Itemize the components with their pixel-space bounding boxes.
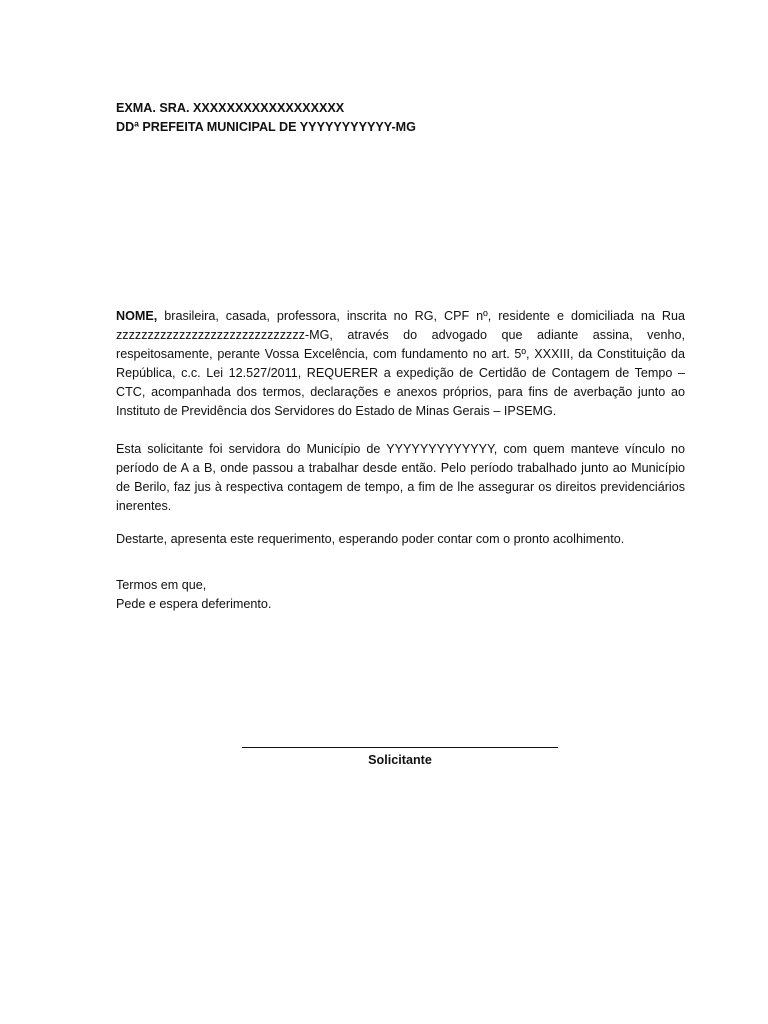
employment-paragraph: Esta solicitante foi servidora do Município de YYYYYYYYYYYYY, com quem manteve vínculo no período de A a B, onde passou a trabalhar desde então. Pelo período trabalhado junto ao Município de Berilo, faz jus à respectiva contagem de tempo, a fim de lhe assegurar os direitos previdenciários inerentes. bbox=[116, 442, 685, 513]
closing-line-request: Pede e espera deferimento. bbox=[116, 597, 272, 611]
closing-block bbox=[116, 576, 685, 614]
closing-line-terms: Termos em que, bbox=[116, 578, 207, 592]
addressee-header bbox=[116, 99, 685, 137]
signature-line bbox=[242, 731, 558, 748]
conclusion-paragraph: Destarte, apresenta este requerimento, esperando poder contar com o pronto acolhimento. bbox=[116, 532, 625, 546]
request-paragraph bbox=[116, 307, 685, 421]
document-page bbox=[116, 99, 685, 614]
addressee-title-line: DDª PREFEITA MUNICIPAL DE YYYYYYYYYYY-MG bbox=[116, 120, 416, 134]
addressee-line: EXMA. SRA. XXXXXXXXXXXXXXXXXX bbox=[116, 101, 345, 115]
signature-block bbox=[242, 731, 558, 770]
applicant-name: NOME, bbox=[116, 309, 158, 323]
signature-label: Solicitante bbox=[368, 753, 432, 767]
request-paragraph-text: brasileira, casada, professora, inscrita no RG, CPF nº, residente e domiciliada na Rua zzzzzzzzzzzzzzzzzzzzzzzzzzzzzz-MG, através do advogado que adiante assina, venho, respeitosamente, perante Vossa Excelência, com fundamento no art. 5º, XXXIII, da Constituição da República, c.c. Lei 12.527/2011, REQUERER a expedição de Certidão de Contagem de Tempo – CTC, acompanhada dos termos, declarações e anexos próprios, para fins de averbação junto ao Instituto de Previdência dos Servidores do Estado de Minas Gerais – IPSEMG. bbox=[116, 309, 685, 418]
